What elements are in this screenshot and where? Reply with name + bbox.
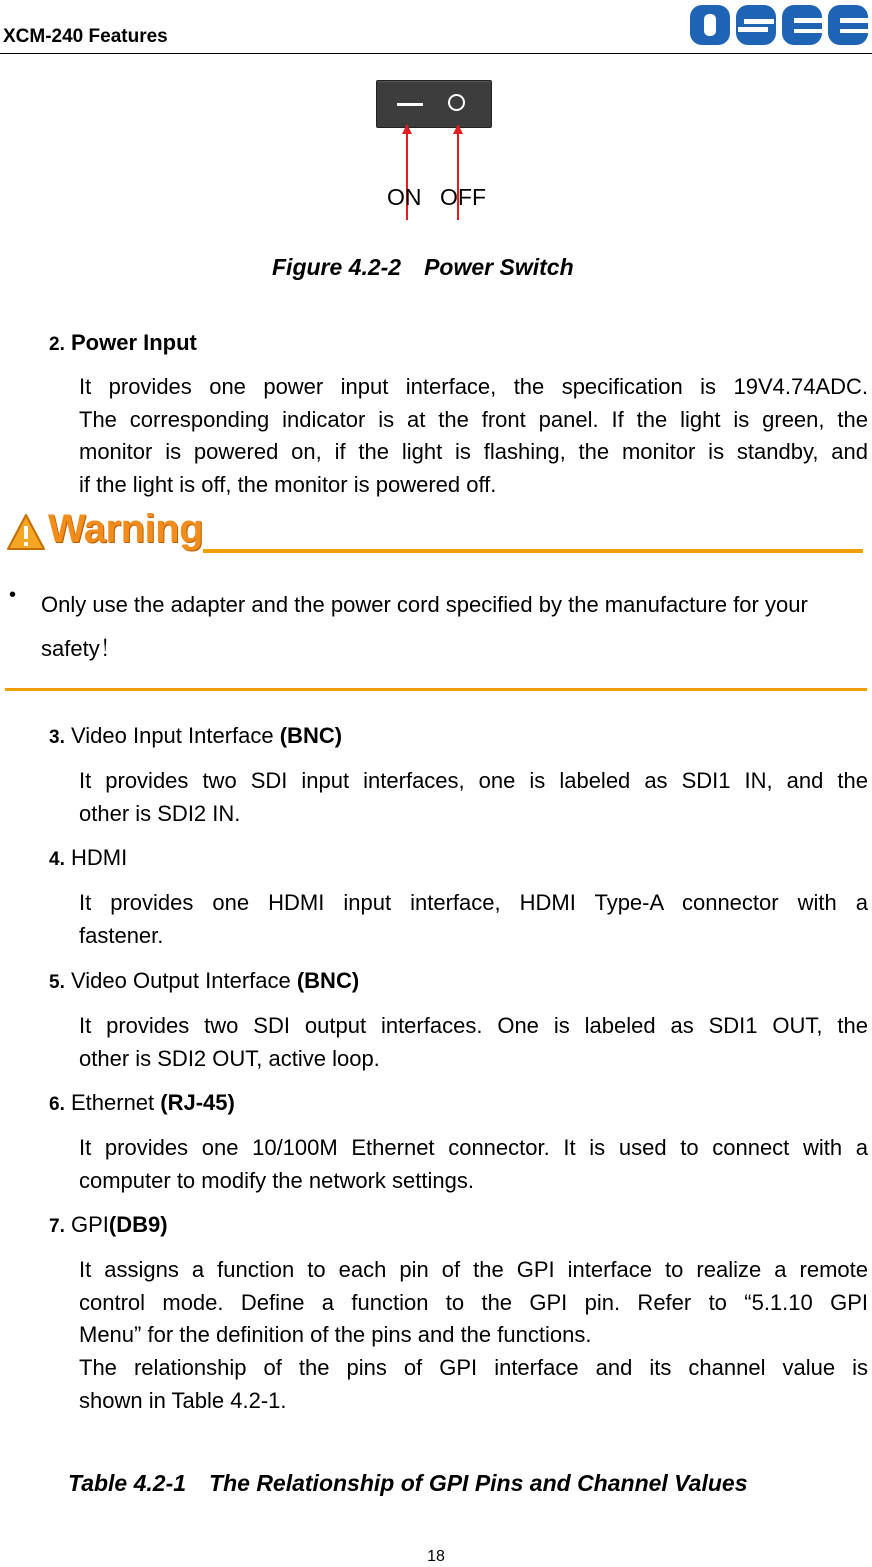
- warning-rule: [203, 549, 863, 553]
- warning-title: Warning: [48, 507, 203, 551]
- body-line: It provides two SDI input interfaces, one is labeled as SDI1 IN, and the: [79, 768, 868, 793]
- section-title-bold: (BNC): [279, 723, 343, 748]
- off-symbol-icon: [448, 94, 465, 111]
- body-line: It assigns a function to each pin of the GPI interface to realize a remote: [79, 1257, 868, 1282]
- body-line: fastener.: [79, 922, 164, 948]
- on-symbol-icon: [397, 103, 423, 106]
- body-line: The relationship of the pins of GPI interface and its channel value is: [79, 1355, 868, 1381]
- section-title: Ethernet: [70, 1090, 161, 1115]
- section-title-bold: (RJ-45): [160, 1090, 235, 1115]
- section-number: 4.: [49, 849, 65, 870]
- section-number: 6.: [49, 1094, 65, 1115]
- section-title: GPI: [70, 1212, 109, 1237]
- section-3-body: [79, 765, 868, 830]
- body-line: other is SDI2 IN.: [79, 800, 241, 826]
- body-line: monitor is powered on, if the light is flashing, the monitor is standby, and: [79, 439, 868, 465]
- body-line: The corresponding indicator is at the front panel. If the light is green, the: [79, 406, 868, 432]
- section-number: 5.: [49, 972, 65, 993]
- body-line: other is SDI2 OUT, active loop.: [79, 1045, 380, 1071]
- section-5-body: [79, 1010, 868, 1075]
- section-number: 3.: [49, 727, 65, 748]
- bullet: •: [9, 584, 17, 606]
- section-title-bold: (BNC): [296, 968, 360, 993]
- body-line: It provides one HDMI input interface, HDMI Type-A connector with a: [79, 890, 868, 915]
- section-title: Video Input Interface: [70, 723, 280, 748]
- power-switch-figure: [376, 80, 492, 220]
- section-number: 2.: [49, 334, 65, 355]
- figure-caption: Figure 4.2-2 Power Switch: [272, 254, 574, 280]
- section-4-body: [79, 887, 868, 952]
- table-caption: Table 4.2-1 The Relationship of GPI Pins and Channel Values: [68, 1470, 748, 1496]
- section-title: HDMI: [70, 845, 128, 870]
- body-line: shown in Table 4.2-1.: [79, 1387, 287, 1413]
- section-title: Video Output Interface: [70, 968, 297, 993]
- body-line: It provides one power input interface, the specification is 19V4.74ADC.: [79, 374, 868, 399]
- body-line: It provides one 10/100M Ethernet connector. It is used to connect with a: [79, 1135, 868, 1160]
- body-line: computer to modify the network settings.: [79, 1167, 474, 1193]
- page-number: 18: [427, 1548, 445, 1565]
- osee-logo: [688, 3, 870, 47]
- off-label: OFF: [440, 184, 486, 210]
- on-label: ON: [387, 184, 422, 210]
- body-line: It provides two SDI output interfaces. One is labeled as SDI1 OUT, the: [79, 1013, 868, 1038]
- section-4-heading: [49, 845, 127, 871]
- section-title: Power Input: [70, 330, 197, 355]
- section-title-bold: (DB9): [108, 1212, 168, 1237]
- body-line: Menu” for the definition of the pins and the functions.: [79, 1322, 592, 1348]
- off-arrowhead: [453, 124, 463, 134]
- warning-bottom-rule: [5, 688, 867, 691]
- section-2-body: [79, 371, 868, 502]
- section-number: 7.: [49, 1216, 65, 1237]
- section-6-heading: [49, 1090, 235, 1116]
- on-arrowhead: [402, 124, 412, 134]
- section-7-heading: [49, 1212, 168, 1238]
- warning-icon: [6, 512, 46, 552]
- section-6-body: [79, 1132, 868, 1197]
- body-line: control mode. Define a function to the GPI pin. Refer to “5.1.10 GPI: [79, 1289, 868, 1315]
- section-2-heading: [49, 330, 197, 356]
- section-7-body: [79, 1254, 868, 1418]
- header-rule: [0, 53, 872, 54]
- header-title: XCM-240 Features: [3, 26, 168, 47]
- body-line: if the light is off, the monitor is powered off.: [79, 472, 497, 498]
- section-3-heading: [49, 723, 342, 749]
- section-5-heading: [49, 968, 359, 994]
- warning-text: Only use the adapter and the power cord specified by the manufacture for your safety！: [41, 592, 808, 661]
